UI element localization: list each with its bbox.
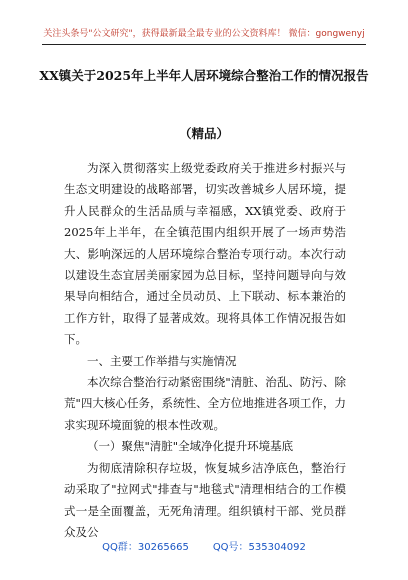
section-paragraph: 本次综合整治行动紧密围绕"清脏、治乱、防污、除荒"四大核心任务，系统性、全方位地推进各项工作，力求实现环境面貌的根本性改观。 [64,375,346,432]
subsection-heading: （一）聚焦"清脏"全域净化提升环境基底 [87,439,294,454]
intro-paragraph: 为深入贯彻落实上级党委政府关于推进乡村振兴与生态文明建设的战略部署，切实改善城乡人居环境，提升人民群众的生活品质与幸福感，XX镇党委、政府于2025年上半年，在全镇范围内组织开展了一场声势浩大、影响深远的人居环境综合整治专项行动。本次行动以建设生态宜居美丽家园为总目标，坚持问题导向与效果导向相结合，通过全员动员、上下联动、标本兼治的工作方针，取得了显著成效。现将具体工作情况报告如下。 [64,161,346,347]
document-title: XX镇关于2025年上半年人居环境综合整治工作的情况报告 [39,68,369,83]
document-subtitle: （精品） [178,126,229,141]
qq-number: QQ号：535304092 [212,542,306,553]
document-body [64,158,346,543]
subsection-paragraph: 为彻底清除积存垃圾，恢复城乡洁净底色，整治行动采取了"拉网式"排查与"地毯式"清理相结合的工作模式一是全面覆盖，无死角清理。组织镇村干部、党员群众及公 [64,460,346,539]
header-divider [42,44,366,45]
qq-group: QQ群：30265665 [102,542,189,553]
footer [0,538,408,553]
header-note: 关注头条号"公文研究"，获得最新最全最专业的公文资料库！ 微信：gongwenyj [43,29,365,39]
section-heading: 一、主要工作举措与实施情况 [87,353,237,368]
